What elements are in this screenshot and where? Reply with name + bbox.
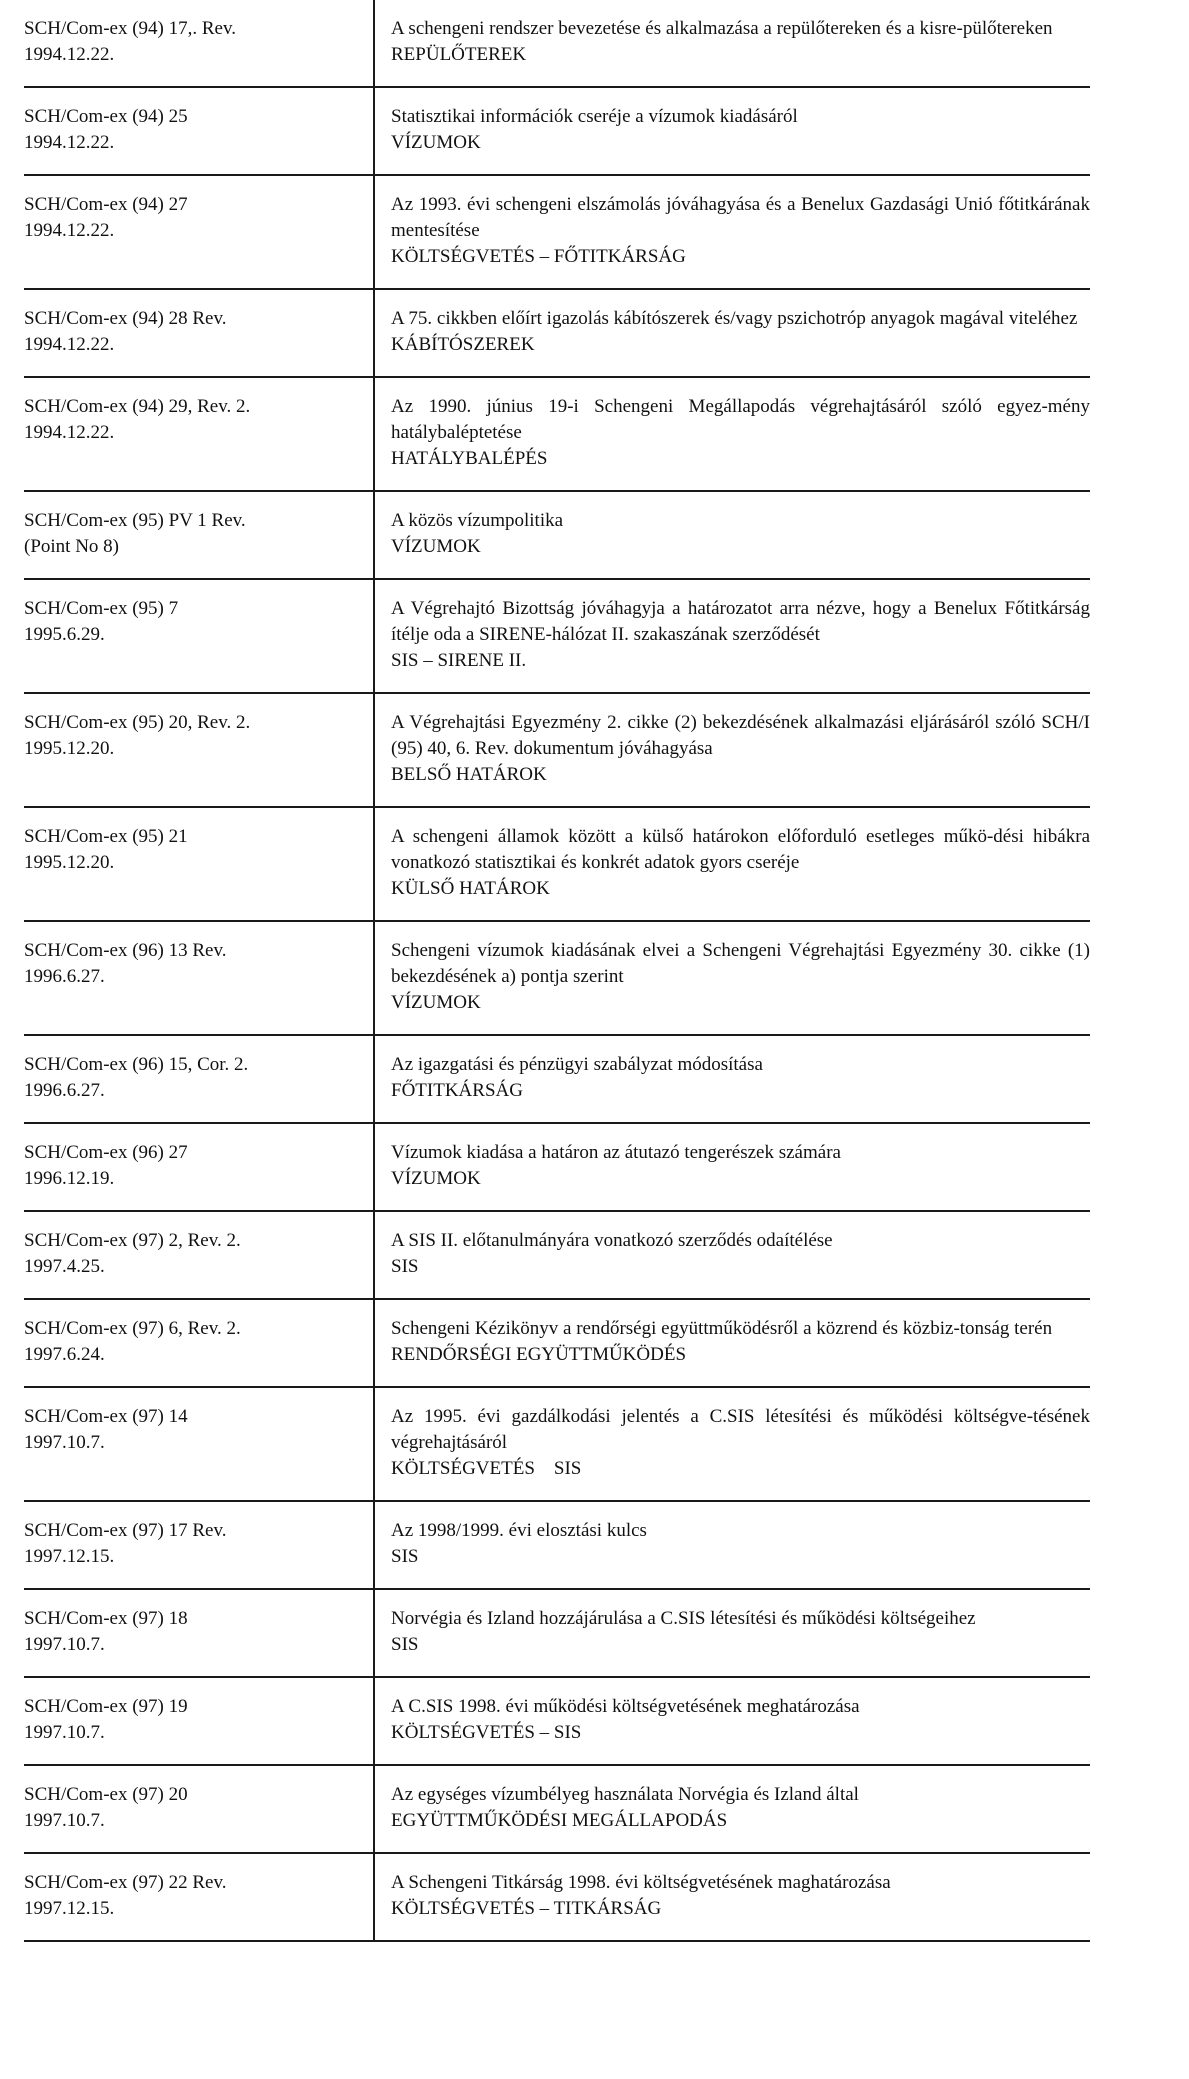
document-reference: SCH/Com-ex (96) 13 Rev. xyxy=(24,940,227,961)
document-reference: SCH/Com-ex (94) 28 Rev. xyxy=(24,308,227,329)
description-cell xyxy=(374,1123,1090,1211)
document-date: 1994.12.22. xyxy=(24,334,115,355)
document-date: 1996.6.27. xyxy=(24,1080,105,1101)
subject-keyword: FŐTITKÁRSÁG xyxy=(391,1080,523,1101)
table-row xyxy=(24,1299,1090,1387)
subject-keyword: VÍZUMOK xyxy=(391,992,481,1013)
table-row xyxy=(24,377,1090,491)
document-date: 1997.6.24. xyxy=(24,1344,105,1365)
table-row xyxy=(24,491,1090,579)
table-row xyxy=(24,1387,1090,1501)
reference-cell xyxy=(24,1589,374,1677)
reference-cell xyxy=(24,0,374,87)
reference-cell xyxy=(24,1765,374,1853)
document-title: A C.SIS 1998. évi működési költségvetésének meghatározása xyxy=(391,1696,860,1717)
table-row xyxy=(24,175,1090,289)
description-cell xyxy=(374,807,1090,921)
subject-keyword: SIS – SIRENE II. xyxy=(391,650,527,671)
table-row xyxy=(24,87,1090,175)
subject-keyword: VÍZUMOK xyxy=(391,1168,481,1189)
document-title: A Végrehajtási Egyezmény 2. cikke (2) bekezdésének alkalmazási eljárásáról szóló SCH/I (95) 40, 6. Rev. dokumentum jóváhagyása xyxy=(391,712,1090,759)
document-date: 1997.10.7. xyxy=(24,1722,105,1743)
description-cell xyxy=(374,921,1090,1035)
document-title: A 75. cikkben előírt igazolás kábítószerek és/vagy pszichotróp anyagok magával viteléhez xyxy=(391,308,1078,329)
document-reference: SCH/Com-ex (97) 22 Rev. xyxy=(24,1872,227,1893)
decisions-table xyxy=(24,0,1090,1942)
document-date: 1995.12.20. xyxy=(24,852,115,873)
description-cell xyxy=(374,289,1090,377)
subject-keyword: RENDŐRSÉGI EGYÜTTMŰKÖDÉS xyxy=(391,1344,687,1365)
document-reference: SCH/Com-ex (95) PV 1 Rev. xyxy=(24,510,246,531)
description-cell xyxy=(374,1765,1090,1853)
table-row xyxy=(24,693,1090,807)
table-row xyxy=(24,289,1090,377)
document-date: 1994.12.22. xyxy=(24,44,115,65)
document-reference: SCH/Com-ex (97) 14 xyxy=(24,1406,188,1427)
table-row xyxy=(24,921,1090,1035)
subject-keyword: KÖLTSÉGVETÉS SIS xyxy=(391,1458,582,1479)
document-date: 1994.12.22. xyxy=(24,422,115,443)
reference-cell xyxy=(24,377,374,491)
reference-cell xyxy=(24,1123,374,1211)
document-date: 1997.4.25. xyxy=(24,1256,105,1277)
description-cell xyxy=(374,1035,1090,1123)
table-row xyxy=(24,1035,1090,1123)
description-cell xyxy=(374,377,1090,491)
reference-cell xyxy=(24,921,374,1035)
subject-keyword: VÍZUMOK xyxy=(391,536,481,557)
table-row xyxy=(24,1765,1090,1853)
document-date: 1995.12.20. xyxy=(24,738,115,759)
subject-keyword: KÁBÍTÓSZEREK xyxy=(391,334,535,355)
document-reference: SCH/Com-ex (97) 18 xyxy=(24,1608,188,1629)
document-date: 1996.6.27. xyxy=(24,966,105,987)
document-title: Schengeni Kézikönyv a rendőrségi együttműködésről a közrend és közbiz-tonság terén xyxy=(391,1318,1053,1339)
description-cell xyxy=(374,1853,1090,1941)
document-title: A schengeni rendszer bevezetése és alkalmazása a repülőtereken és a kisre-pülőtereken xyxy=(391,18,1053,39)
document-title: Az 1990. június 19-i Schengeni Megállapodás végrehajtásáról szóló egyez-mény hatálybaléptetése xyxy=(391,396,1090,443)
reference-cell xyxy=(24,693,374,807)
document-date: 1997.10.7. xyxy=(24,1810,105,1831)
document-date: 1994.12.22. xyxy=(24,220,115,241)
document-reference: SCH/Com-ex (94) 17,. Rev. xyxy=(24,18,236,39)
document-title: A Schengeni Titkárság 1998. évi költségvetésének maghatározása xyxy=(391,1872,891,1893)
document-title: Az 1993. évi schengeni elszámolás jóváhagyása és a Benelux Gazdasági Unió főtitkárának mentesítése xyxy=(391,194,1090,241)
table-row xyxy=(24,1123,1090,1211)
description-cell xyxy=(374,1677,1090,1765)
subject-keyword: SIS xyxy=(391,1546,419,1567)
document-title: A közös vízumpolitika xyxy=(391,510,564,531)
document-date: 1995.6.29. xyxy=(24,624,105,645)
document-reference: SCH/Com-ex (97) 20 xyxy=(24,1784,188,1805)
document-reference: SCH/Com-ex (97) 2, Rev. 2. xyxy=(24,1230,241,1251)
document-title: A Végrehajtó Bizottság jóváhagyja a határozatot arra nézve, hogy a Benelux Főtitkárság ítélje oda a SIRENE-hálózat II. szakaszának szerződését xyxy=(391,598,1090,645)
description-cell xyxy=(374,0,1090,87)
document-title: Statisztikai információk cseréje a vízumok kiadásáról xyxy=(391,106,798,127)
subject-keyword: KÜLSŐ HATÁROK xyxy=(391,878,550,899)
document-title: A schengeni államok között a külső határokon előforduló esetleges műkö-dési hibákra vonatkozó statisztikai és konkrét adatok gyors cseréje xyxy=(391,826,1090,873)
reference-cell xyxy=(24,807,374,921)
document-reference: SCH/Com-ex (97) 17 Rev. xyxy=(24,1520,227,1541)
table-body xyxy=(24,0,1090,1941)
document-reference: SCH/Com-ex (94) 27 xyxy=(24,194,188,215)
table-row xyxy=(24,1211,1090,1299)
table-row xyxy=(24,1589,1090,1677)
description-cell xyxy=(374,1589,1090,1677)
subject-keyword: SIS xyxy=(391,1256,419,1277)
description-cell xyxy=(374,491,1090,579)
description-cell xyxy=(374,87,1090,175)
description-cell xyxy=(374,1387,1090,1501)
table-row xyxy=(24,1501,1090,1589)
document-date: 1997.10.7. xyxy=(24,1634,105,1655)
reference-cell xyxy=(24,491,374,579)
document-reference: SCH/Com-ex (94) 25 xyxy=(24,106,188,127)
document-title: Az 1998/1999. évi elosztási kulcs xyxy=(391,1520,647,1541)
document-reference: SCH/Com-ex (94) 29, Rev. 2. xyxy=(24,396,251,417)
reference-cell xyxy=(24,1035,374,1123)
subject-keyword: KÖLTSÉGVETÉS – TITKÁRSÁG xyxy=(391,1898,662,1919)
subject-keyword: KÖLTSÉGVETÉS – SIS xyxy=(391,1722,582,1743)
table-row xyxy=(24,1677,1090,1765)
reference-cell xyxy=(24,1387,374,1501)
table-row xyxy=(24,807,1090,921)
reference-cell xyxy=(24,1299,374,1387)
document-reference: SCH/Com-ex (96) 27 xyxy=(24,1142,188,1163)
document-reference: SCH/Com-ex (96) 15, Cor. 2. xyxy=(24,1054,249,1075)
document-reference: SCH/Com-ex (97) 6, Rev. 2. xyxy=(24,1318,241,1339)
description-cell xyxy=(374,175,1090,289)
document-date: 1994.12.22. xyxy=(24,132,115,153)
description-cell xyxy=(374,579,1090,693)
document-title: Az 1995. évi gazdálkodási jelentés a C.SIS létesítési és működési költségve-tésének végrehajtásáról xyxy=(391,1406,1090,1453)
subject-keyword: HATÁLYBALÉPÉS xyxy=(391,448,548,469)
table-row xyxy=(24,0,1090,87)
description-cell xyxy=(374,1501,1090,1589)
document-date: (Point No 8) xyxy=(24,536,119,557)
reference-cell xyxy=(24,1501,374,1589)
subject-keyword: REPÜLŐTEREK xyxy=(391,44,527,65)
document-date: 1997.10.7. xyxy=(24,1432,105,1453)
description-cell xyxy=(374,1211,1090,1299)
reference-cell xyxy=(24,1211,374,1299)
table-row xyxy=(24,579,1090,693)
subject-keyword: VÍZUMOK xyxy=(391,132,481,153)
document-title: A SIS II. előtanulmányára vonatkozó szerződés odaítélése xyxy=(391,1230,833,1251)
document-title: Az egységes vízumbélyeg használata Norvégia és Izland által xyxy=(391,1784,859,1805)
document-reference: SCH/Com-ex (95) 7 xyxy=(24,598,179,619)
document-reference: SCH/Com-ex (95) 21 xyxy=(24,826,188,847)
reference-cell xyxy=(24,1677,374,1765)
subject-keyword: BELSŐ HATÁROK xyxy=(391,764,547,785)
document-page xyxy=(24,0,1090,1942)
document-title: Vízumok kiadása a határon az átutazó tengerészek számára xyxy=(391,1142,841,1163)
document-title: Az igazgatási és pénzügyi szabályzat módosítása xyxy=(391,1054,763,1075)
reference-cell xyxy=(24,289,374,377)
table-row xyxy=(24,1853,1090,1941)
document-reference: SCH/Com-ex (95) 20, Rev. 2. xyxy=(24,712,251,733)
subject-keyword: EGYÜTTMŰKÖDÉSI MEGÁLLAPODÁS xyxy=(391,1810,728,1831)
document-date: 1997.12.15. xyxy=(24,1898,115,1919)
subject-keyword: SIS xyxy=(391,1634,419,1655)
description-cell xyxy=(374,1299,1090,1387)
description-cell xyxy=(374,693,1090,807)
reference-cell xyxy=(24,1853,374,1941)
document-date: 1997.12.15. xyxy=(24,1546,115,1567)
subject-keyword: KÖLTSÉGVETÉS – FŐTITKÁRSÁG xyxy=(391,246,686,267)
reference-cell xyxy=(24,175,374,289)
document-title: Schengeni vízumok kiadásának elvei a Schengeni Végrehajtási Egyezmény 30. cikke (1) bekezdésének a) pontja szerint xyxy=(391,940,1090,987)
document-reference: SCH/Com-ex (97) 19 xyxy=(24,1696,188,1717)
reference-cell xyxy=(24,579,374,693)
document-date: 1996.12.19. xyxy=(24,1168,115,1189)
document-title: Norvégia és Izland hozzájárulása a C.SIS létesítési és működési költségeihez xyxy=(391,1608,976,1629)
reference-cell xyxy=(24,87,374,175)
